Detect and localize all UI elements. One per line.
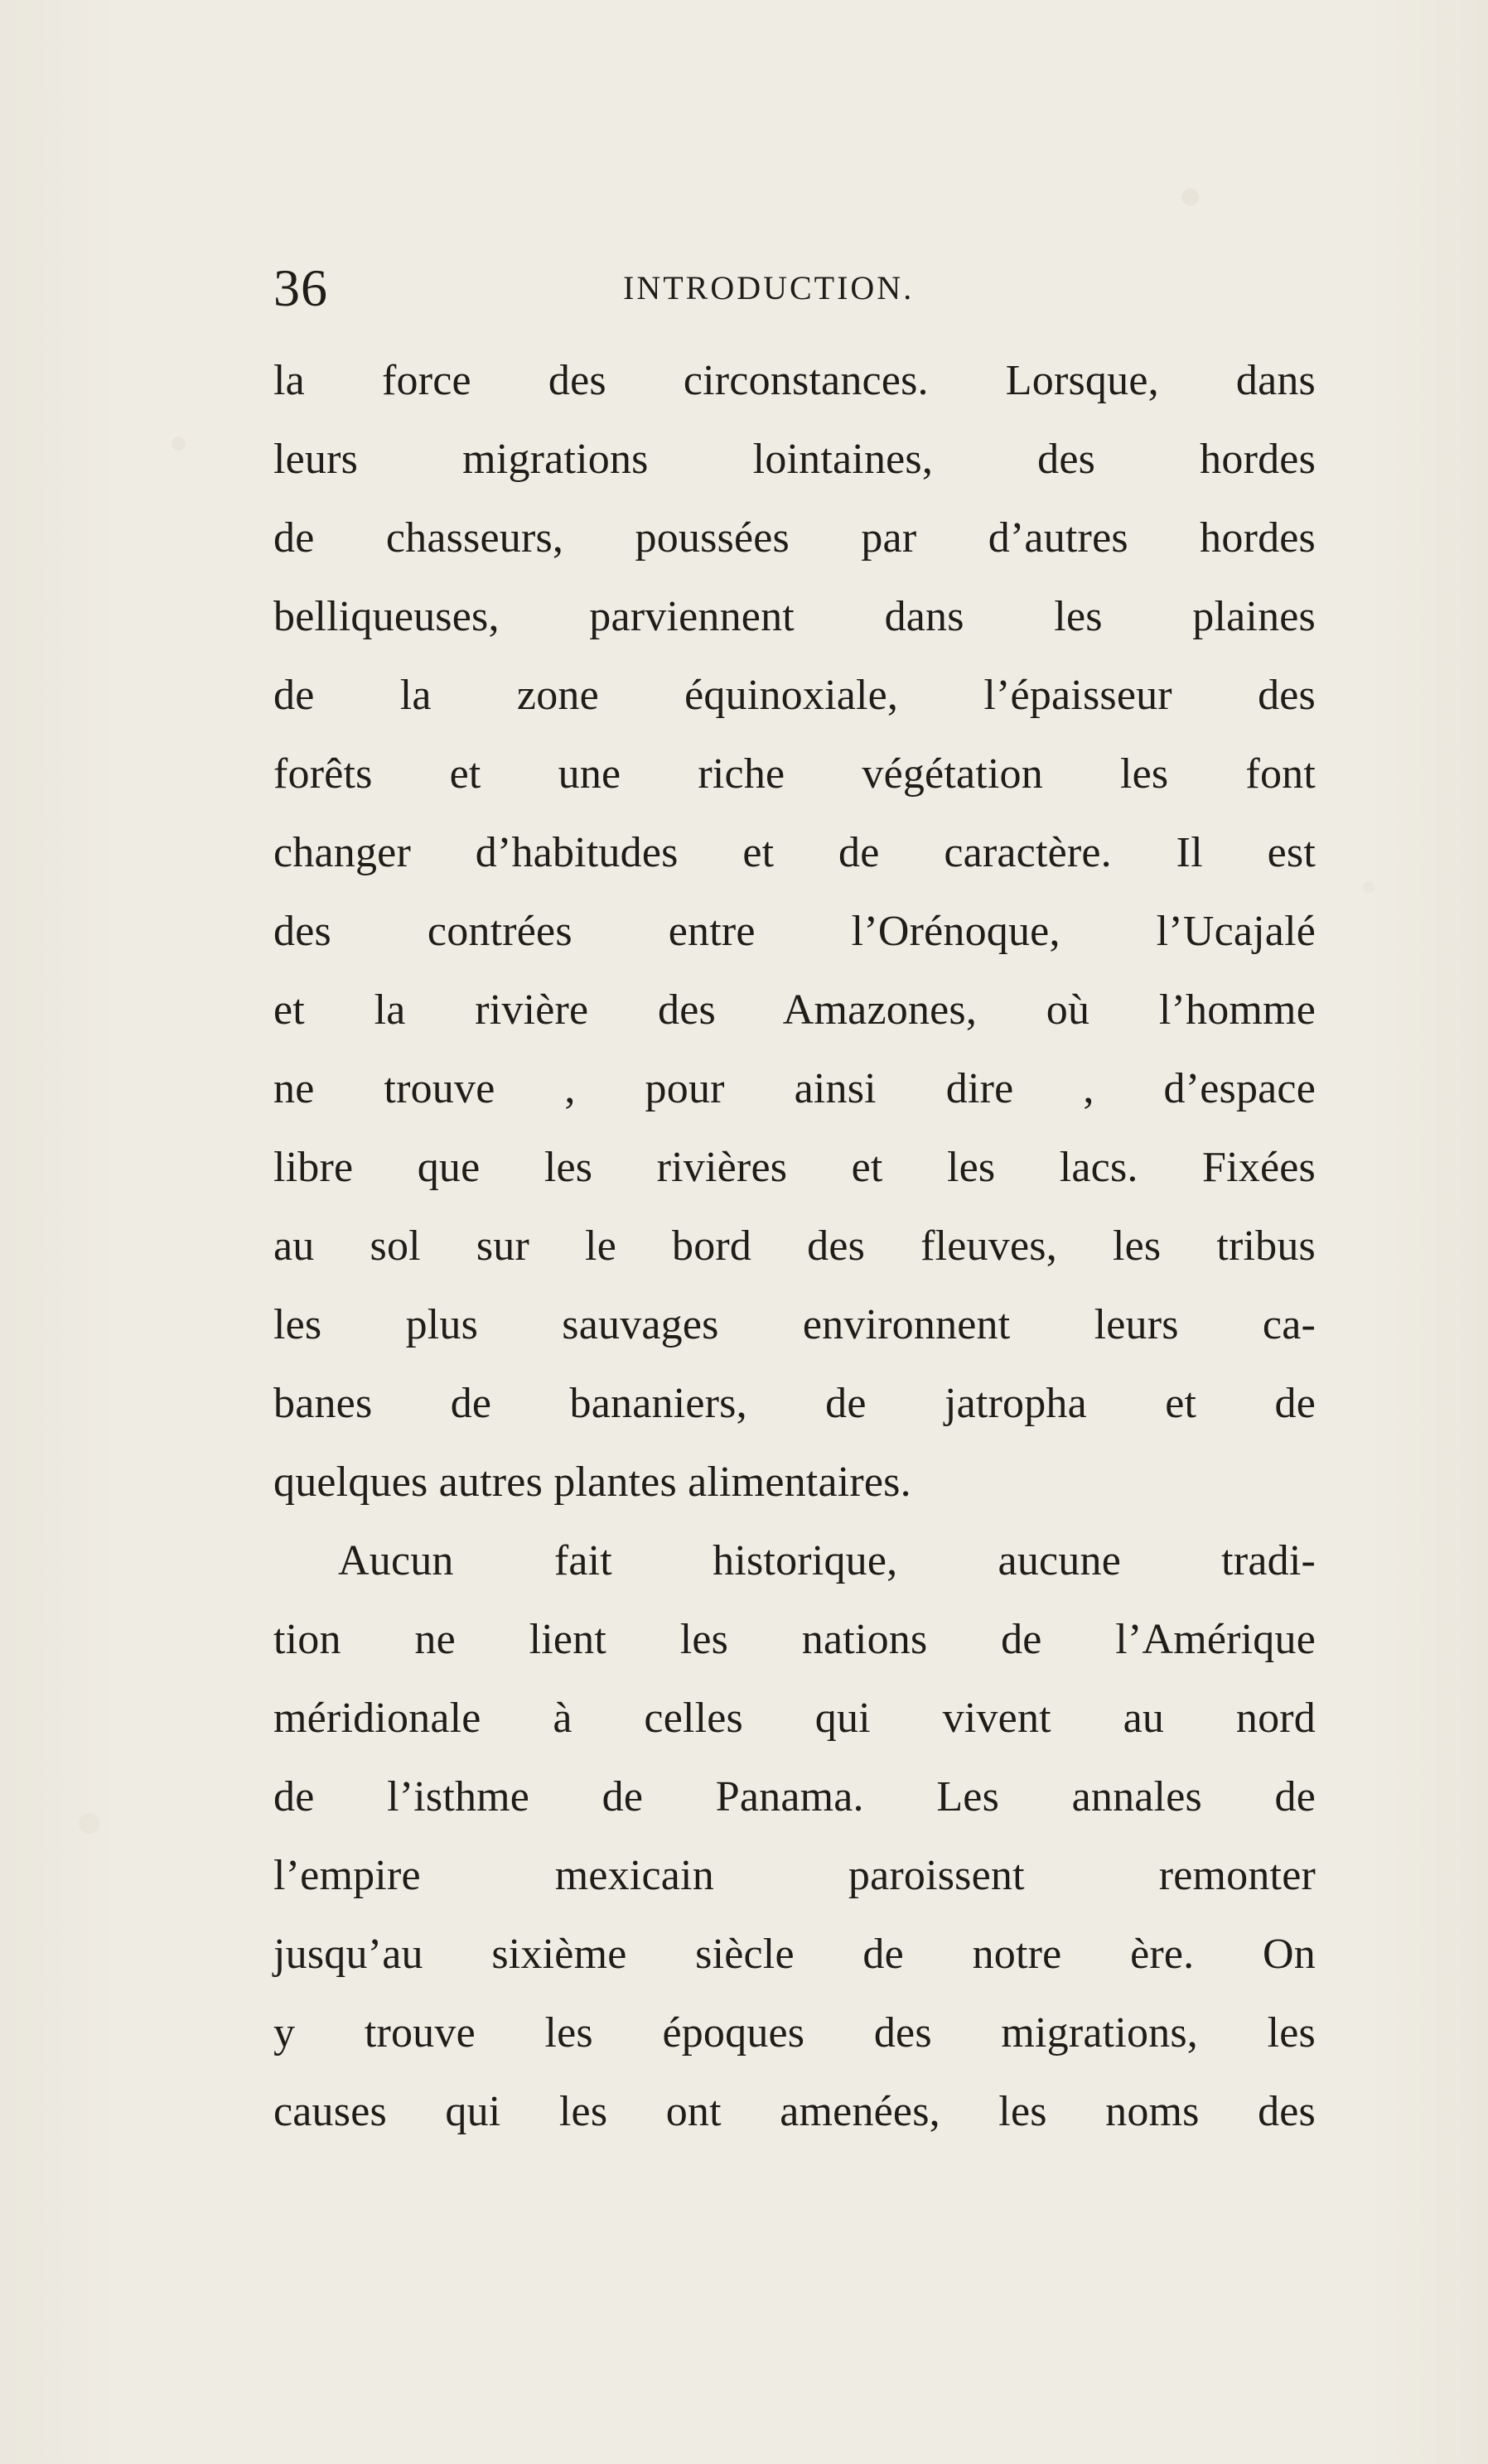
text-line: belliqueuses, parviennent dans les plaines <box>273 593 1316 640</box>
page-header <box>273 250 1315 326</box>
text-line: de chasseurs, poussées par d’autres hordes <box>273 514 1316 562</box>
page-number: 36 <box>273 258 328 317</box>
text-line: changer d’habitudes et de caractère. Il est <box>273 829 1316 876</box>
text-line: et la rivière des Amazones, où l’homme <box>273 986 1316 1034</box>
text-line: y trouve les époques des migrations, les <box>273 2009 1316 2057</box>
text-line: de l’isthme de Panama. Les annales de <box>273 1773 1316 1820</box>
text-line: ne trouve , pour ainsi dire , d’espace <box>273 1065 1316 1112</box>
paragraph-end-line: quelques autres plantes alimentaires. <box>273 1459 911 1506</box>
text-line: libre que les rivières et les lacs. Fixées <box>273 1144 1316 1191</box>
text-line: la force des circonstances. Lorsque, dans <box>273 357 1316 404</box>
text-line: causes qui les ont amenées, les noms des <box>273 2088 1316 2135</box>
text-line: les plus sauvages environnent leurs ca- <box>273 1301 1316 1348</box>
running-head: INTRODUCTION. <box>623 269 915 306</box>
text-line: forêts et une riche végétation les font <box>273 750 1316 798</box>
text-line: de la zone équinoxiale, l’épaisseur des <box>273 672 1316 719</box>
text-line: au sol sur le bord des fleuves, les tribus <box>273 1222 1316 1270</box>
body-text <box>273 341 1316 2151</box>
text-line: méridionale à celles qui vivent au nord <box>273 1695 1316 1742</box>
text-line: banes de bananiers, de jatropha et de <box>273 1380 1316 1427</box>
text-line: tion ne lient les nations de l’Amérique <box>273 1616 1316 1663</box>
paragraph-start-line: Aucun fait historique, aucune tradi- <box>338 1537 1316 1584</box>
text-line: leurs migrations lointaines, des hordes <box>273 436 1316 483</box>
text-line: jusqu’au sixième siècle de notre ère. On <box>273 1931 1316 1978</box>
text-line: des contrées entre l’Orénoque, l’Ucajalé <box>273 908 1316 955</box>
text-line: l’empire mexicain paroissent remonter <box>273 1852 1316 1899</box>
